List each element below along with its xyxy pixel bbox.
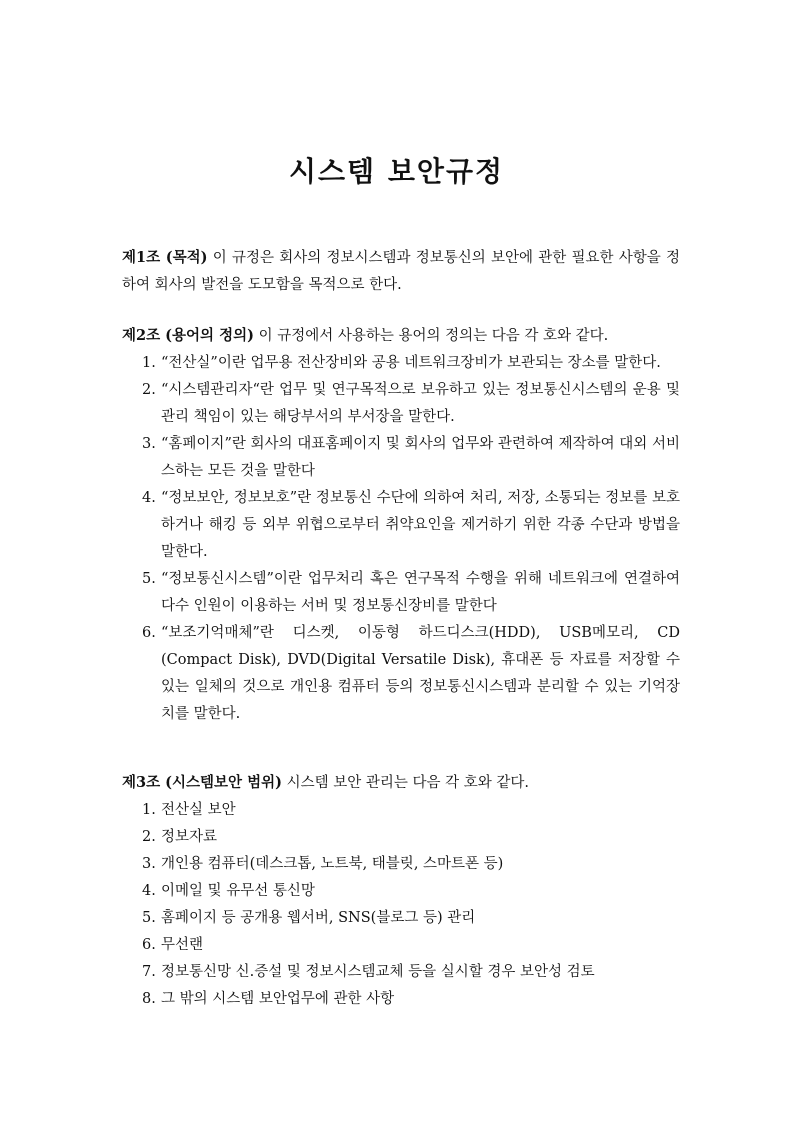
- list-item-number: 5.: [142, 910, 156, 926]
- list-item: [122, 377, 680, 431]
- list-item: [122, 824, 680, 851]
- list-item-number: 3.: [142, 436, 156, 452]
- list-item-text: “정보통신시스템”이란 업무처리 혹은 연구목적 수행을 위해 네트워크에 연결하여 다수 인원이 이용하는 서버 및 정보통신장비를 말한다: [161, 571, 680, 614]
- list-item-text: 무선랜: [161, 937, 204, 953]
- list-item-number: 6.: [142, 625, 156, 641]
- article-3-text: 시스템 보안 관리는 다음 각 호와 같다.: [286, 775, 529, 791]
- list-item-number: 7.: [142, 964, 156, 980]
- article-3: [122, 769, 680, 1013]
- page-title: 시스템 보안규정: [288, 155, 505, 188]
- list-item: [122, 620, 680, 728]
- scope-list: [122, 797, 680, 1013]
- list-item-number: 1.: [142, 355, 156, 371]
- list-item-text: 그 밖의 시스템 보안업무에 관한 사항: [161, 991, 395, 1007]
- list-item-number: 2.: [142, 829, 156, 845]
- article-2-paragraph: [122, 322, 680, 350]
- list-item-number: 5.: [142, 571, 156, 587]
- article-1-heading: 제1조 (목적): [122, 249, 208, 266]
- list-item-text: “정보보안, 정보보호”란 정보통신 수단에 의하여 처리, 저장, 소통되는 정보를 보호하거나 해킹 등 외부 위협으로부터 취약요인을 제거하기 위한 각종 수단과 방법을 말한다.: [161, 490, 680, 560]
- list-item: [122, 350, 680, 377]
- article-1-paragraph: [122, 244, 680, 299]
- article-3-heading: 제3조 (시스템보안 범위): [122, 774, 282, 791]
- list-item-number: 4.: [142, 490, 156, 506]
- list-item-number: 6.: [142, 937, 156, 953]
- list-item-text: “홈페이지”란 회사의 대표홈페이지 및 회사의 업무와 관련하여 제작하여 대외 서비스하는 모든 것을 말한다: [161, 436, 680, 479]
- list-item: [122, 566, 680, 620]
- list-item: [122, 797, 680, 824]
- list-item: [122, 905, 680, 932]
- list-item-text: “시스템관리자“란 업무 및 연구목적으로 보유하고 있는 정보통신시스템의 운용 및 관리 책임이 있는 해당부서의 부서장을 말한다.: [161, 382, 680, 425]
- list-item: [122, 986, 680, 1013]
- list-item-text: 정보통신망 신.증설 및 정보시스템교체 등을 실시할 경우 보안성 검토: [161, 964, 595, 980]
- list-item-number: 3.: [142, 856, 156, 872]
- definitions-list: [122, 350, 680, 728]
- article-1: [122, 244, 680, 299]
- list-item-number: 4.: [142, 883, 156, 899]
- list-item-text: 개인용 컴퓨터(데스크톱, 노트북, 태블릿, 스마트폰 등): [161, 856, 504, 872]
- list-item: [122, 932, 680, 959]
- article-2: [122, 322, 680, 728]
- list-item-text: 전산실 보안: [161, 802, 236, 818]
- list-item-text: “보조기억매체”란 디스켓, 이동형 하드디스크(HDD), USB메모리, CD (Compact Disk), DVD(Digital Versatile Disk), 휴대폰 등 자료를 저장할 수 있는 일체의 것으로 개인용 컴퓨터 등의 정보통신시스템과 분리할 수 있는 기억장치를 말한다.: [161, 625, 680, 722]
- list-item-number: 8.: [142, 991, 156, 1007]
- list-item-text: 정보자료: [161, 829, 218, 845]
- list-item-text: “전산실”이란 업무용 전산장비와 공용 네트워크장비가 보관되는 장소를 말한다.: [161, 355, 661, 371]
- list-item-number: 1.: [142, 802, 156, 818]
- article-1-text: 이 규정은 회사의 정보시스템과 정보통신의 보안에 관한 필요한 사항을 정하여 회사의 발전을 도모함을 목적으로 한다.: [122, 250, 681, 293]
- list-item: [122, 851, 680, 878]
- list-item: [122, 878, 680, 905]
- list-item-text: 홈페이지 등 공개용 웹서버, SNS(블로그 등) 관리: [161, 910, 476, 926]
- article-3-paragraph: [122, 769, 680, 797]
- list-item-number: 2.: [142, 382, 156, 398]
- list-item: [122, 431, 680, 485]
- list-item-text: 이메일 및 유무선 통신망: [161, 883, 315, 899]
- list-item: [122, 485, 680, 566]
- article-2-text: 이 규정에서 사용하는 용어의 정의는 다음 각 호와 같다.: [258, 328, 609, 344]
- article-2-heading: 제2조 (용어의 정의): [122, 327, 254, 344]
- list-item: [122, 959, 680, 986]
